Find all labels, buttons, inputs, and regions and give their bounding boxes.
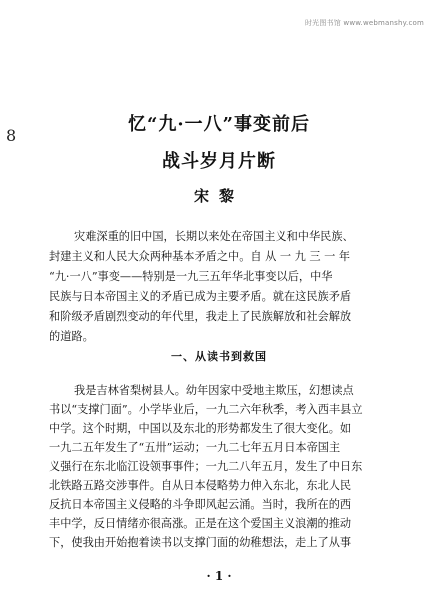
text-line: 灾难深重的旧中国，长期以来处在帝国主义和中华民族、 (74, 230, 354, 243)
text-line: 下，使我由开始抱着读书以支撑门面的幼稚想法，走上了从事 (49, 536, 352, 549)
text-line: 我是吉林省梨树县人。幼年因家中受地主欺压，幻想读点 (74, 384, 354, 397)
text-line: 书以“支撑门面”。小学毕业后，一九二六年秋季，考入西丰县立 (49, 403, 363, 416)
watermark-text: 时光图书馆 www.webmanshy.com (304, 19, 424, 27)
text-line: 中学。这个时期，中国以及东北的形势都发生了很大变化。如 (49, 422, 352, 435)
text-line: 民族与日本帝国主义的矛盾已成为主要矛盾。就在这民族矛盾 (49, 290, 352, 303)
author-name: 宋黎 (193, 187, 244, 205)
text-line: 反抗日本帝国主义侵略的斗争即风起云涌。当时，我所在的西 (49, 498, 352, 511)
text-line: 义强行在东北临江设领事事件；一九二八年五月，发生了中日东 (49, 460, 363, 473)
margin-mark: 8 (6, 126, 17, 145)
text-line: 一九二五年发生了“五卅”运动；一九二七年五月日本帝国主 (49, 441, 341, 454)
article-subtitle: 战斗岁月片断 (162, 151, 276, 172)
text-line: 和阶级矛盾剧烈变动的年代里，我走上了民族解放和社会解放 (49, 310, 352, 323)
text-line: 丰中学，反日情绪亦很高涨。正是在这个爱国主义浪潮的推动 (49, 517, 352, 530)
page-number: · 1 · (206, 569, 232, 583)
text-line: 北铁路五路交涉事件。自从日本侵略势力伸入东北，东北人民 (49, 479, 352, 492)
text-line: 封建主义和人民大众两种基本矛盾之中。自 从 一 九 三 一 年 (49, 250, 351, 263)
section-heading: 一、从读书到救国 (171, 350, 267, 363)
text-line: 的道路。 (49, 330, 94, 343)
text-line: “九·一八”事变——特别是一九三五年华北事变以后，中华 (49, 270, 333, 283)
article-title: 忆“九·一八”事变前后 (128, 114, 310, 135)
